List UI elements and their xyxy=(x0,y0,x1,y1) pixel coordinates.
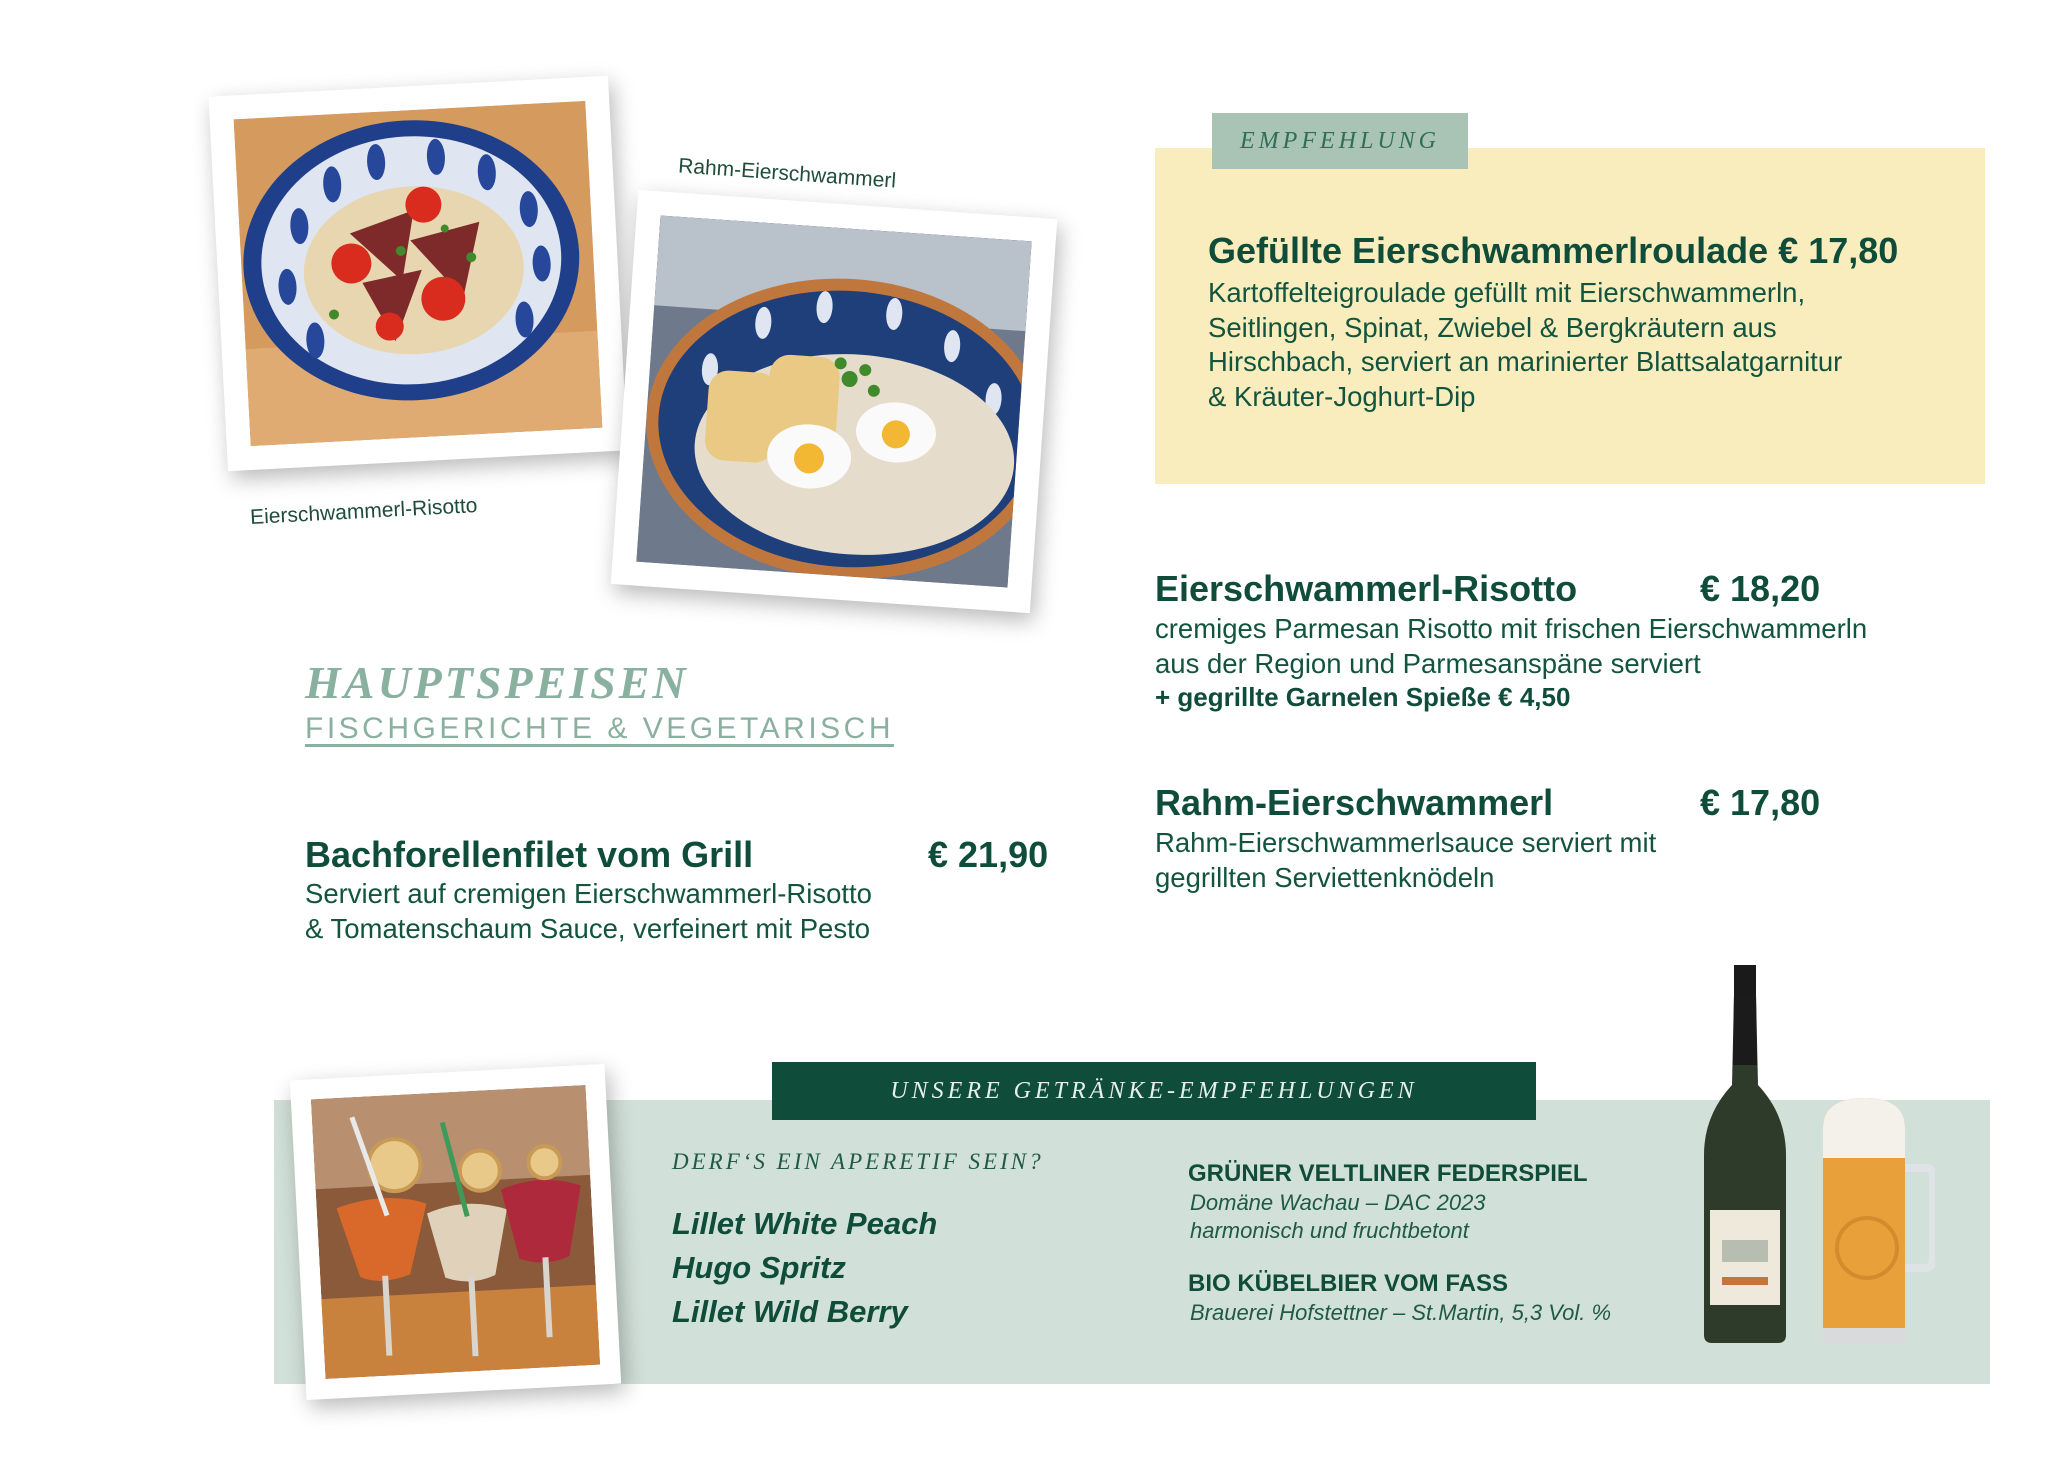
drinks-header: UNSERE GETRÄNKE-EMPFEHLUNGEN xyxy=(772,1062,1536,1120)
dish-desc-line: gegrillten Serviettenknödeln xyxy=(1155,861,1495,893)
dish-rahm-description xyxy=(1155,826,1975,895)
beer-mug-icon xyxy=(1815,1088,1935,1348)
dish-risotto-description xyxy=(1155,612,1975,681)
aperitif-item: Lillet Wild Berry xyxy=(672,1294,908,1329)
aperitif-item: Hugo Spritz xyxy=(672,1250,846,1285)
recommendation-desc-line: & Kräuter-Joghurt-Dip xyxy=(1208,380,1476,412)
wine-name: GRÜNER VELTLINER FEDERSPIEL xyxy=(1188,1160,1588,1187)
recommendation-desc-line: Seitlingen, Spinat, Zwiebel & Bergkräutern aus xyxy=(1208,311,1777,343)
recommendation-description xyxy=(1208,276,1948,414)
recommendation-desc-line: Kartoffelteigroulade gefüllt mit Eierschwammerln, xyxy=(1208,277,1806,308)
dish-risotto-name: Eierschwammerl-Risotto xyxy=(1155,568,1578,609)
dish-desc-line: Serviert auf cremigen Eierschwammerl-Risotto xyxy=(305,878,872,909)
dish-desc-line: aus der Region und Parmesanspäne serviert xyxy=(1155,647,1701,679)
recommendation-tag: EMPFEHLUNG xyxy=(1212,113,1468,169)
beer-origin: Brauerei Hofstettner – St.Martin, 5,3 Vol. % xyxy=(1190,1300,1612,1325)
section-subtitle: FISCHGERICHTE & VEGETARISCH xyxy=(305,712,895,745)
risotto-caption: Eierschwammerl-Risotto xyxy=(249,494,478,529)
aperitif-question: DERF‘S EIN APERETIF SEIN? xyxy=(672,1149,1044,1174)
dish-forelle-name: Bachforellenfilet vom Grill xyxy=(305,834,754,875)
dish-forelle-description xyxy=(305,877,1065,946)
dish-rahm-price: € 17,80 xyxy=(1700,782,1821,823)
risotto-bowl-illustration xyxy=(234,101,603,446)
risotto-photo xyxy=(234,101,603,446)
dish-risotto-price: € 18,20 xyxy=(1700,568,1821,609)
cocktails-photo xyxy=(311,1085,600,1379)
cocktails-photo-frame xyxy=(290,1064,621,1400)
rahm-photo-frame xyxy=(611,190,1058,613)
recommendation-title: Gefüllte Eierschwammerlroulade € 17,80 xyxy=(1208,230,1899,271)
rahm-caption: Rahm-Eierschwammerl xyxy=(677,154,897,193)
recommendation-desc-line: Hirschbach, serviert an marinierter Blattsalatgarnitur xyxy=(1208,346,1843,377)
cocktails-illustration xyxy=(311,1085,600,1379)
dish-forelle-price: € 21,90 xyxy=(928,834,1049,875)
beer-name: BIO KÜBELBIER VOM FASS xyxy=(1188,1270,1509,1297)
wine-note: harmonisch und fruchtbetont xyxy=(1190,1218,1469,1243)
dish-desc-line: Rahm-Eierschwammerlsauce serviert mit xyxy=(1155,827,1657,858)
rahm-bowl-illustration xyxy=(636,215,1031,587)
dish-risotto-extra: + gegrillte Garnelen Spieße € 4,50 xyxy=(1155,682,1571,712)
dish-desc-line: cremiges Parmesan Risotto mit frischen Eierschwammerln xyxy=(1155,613,1868,644)
wine-bottle-icon xyxy=(1700,965,1790,1345)
risotto-photo-frame xyxy=(208,76,627,471)
wine-origin: Domäne Wachau – DAC 2023 xyxy=(1190,1190,1486,1215)
aperitif-item: Lillet White Peach xyxy=(672,1206,938,1241)
rahm-photo xyxy=(636,215,1031,587)
section-title: HAUPTSPEISEN xyxy=(305,657,689,708)
dish-desc-line: & Tomatenschaum Sauce, verfeinert mit Pesto xyxy=(305,912,871,944)
dish-rahm-name: Rahm-Eierschwammerl xyxy=(1155,782,1554,823)
